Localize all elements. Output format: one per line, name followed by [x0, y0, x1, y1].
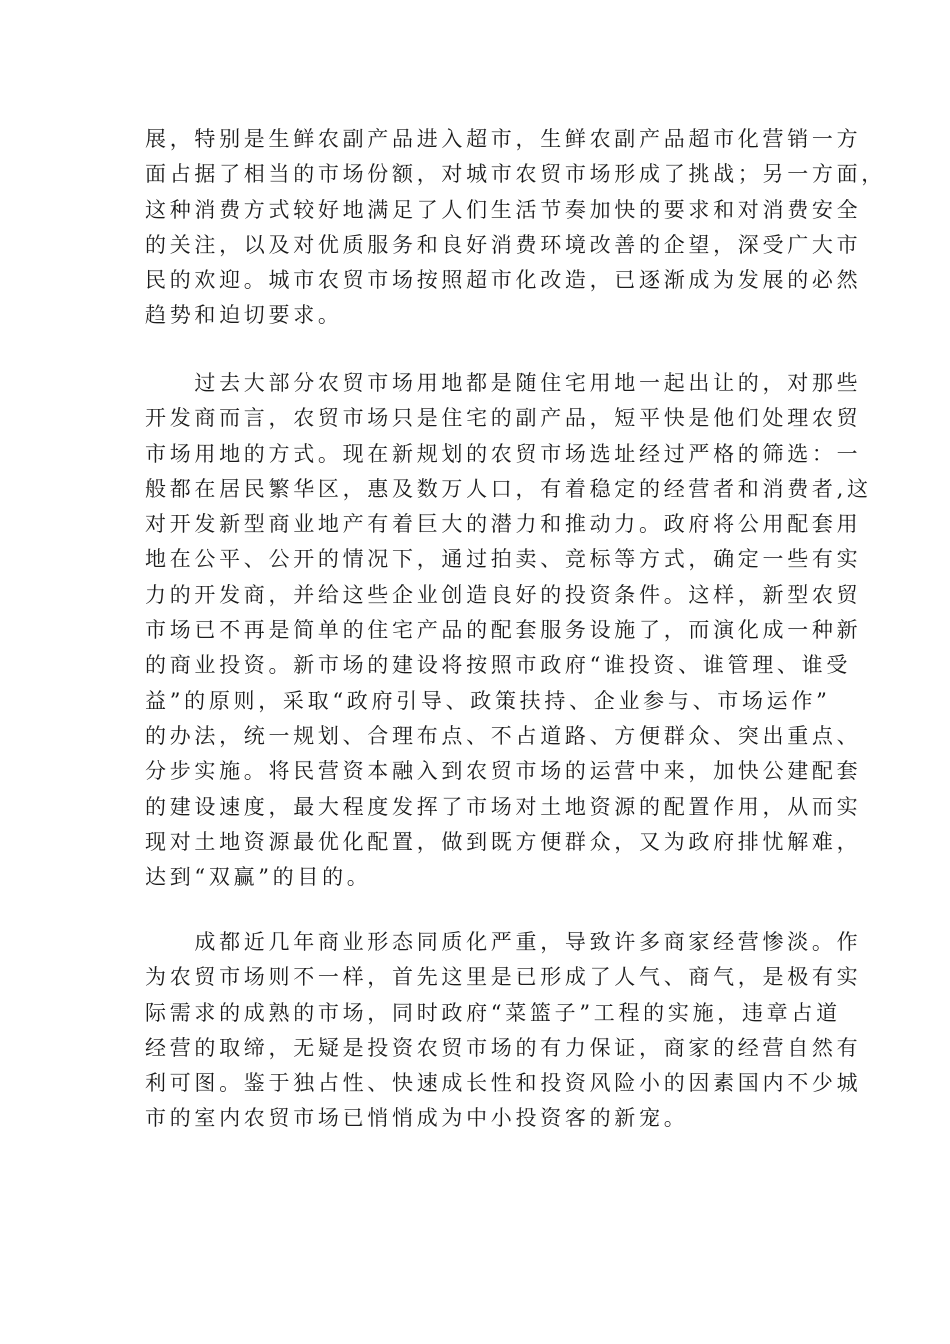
paragraph-2-line-12: 分步实施。将民营资本融入到农贸市场的运营中来，加快公建配套 [145, 759, 862, 784]
paragraph-1-line-6: 趋势和迫切要求。 [145, 303, 343, 328]
paragraph-1-line-2: 面占据了相当的市场份额，对城市农贸市场形成了挑战；另一方面， [145, 162, 886, 187]
paragraph-2-line-15: 达到“双赢”的目的。 [145, 865, 372, 890]
paragraph-2-line-3: 市场用地的方式。现在新规划的农贸市场选址经过严格的筛选：一 [145, 441, 862, 466]
paragraph-2-line-2: 开发商而言，农贸市场只是住宅的副产品，短平快是他们处理农贸 [145, 406, 862, 431]
paragraph-2-line-9: 的商业投资。新市场的建设将按照市政府“谁投资、谁管理、谁受 [145, 653, 852, 678]
paragraph-2-line-6: 地在公平、公开的情况下，通过拍卖、竞标等方式，确定一些有实 [145, 547, 862, 572]
paragraph-3 [145, 925, 862, 1137]
paragraph-2-line-5: 对开发新型商业地产有着巨大的潜力和推动力。政府将公用配套用 [145, 512, 862, 537]
paragraph-2-line-4: 般都在居民繁华区，惠及数万人口，有着稳定的经营者和消费者,这 [145, 476, 872, 501]
paragraph-2-line-7: 力的开发商，并给这些企业创造良好的投资条件。这样，新型农贸 [145, 582, 862, 607]
paragraph-1 [145, 122, 886, 334]
paragraph-1-line-4: 的关注，以及对优质服务和良好消费环境改善的企望，深受广大市 [145, 232, 862, 257]
paragraph-2-line-13: 的建设速度，最大程度发挥了市场对土地资源的配置作用，从而实 [145, 794, 862, 819]
paragraph-2 [145, 366, 872, 895]
paragraph-3-line-6: 市的室内农贸市场已悄悄成为中小投资客的新宠。 [145, 1106, 689, 1131]
paragraph-2-line-1: 过去大部分农贸市场用地都是随住宅用地一起出让的，对那些 [145, 371, 862, 395]
paragraph-1-line-1: 展，特别是生鲜农副产品进入超市，生鲜农副产品超市化营销一方 [145, 127, 862, 151]
paragraph-2-line-14: 现对土地资源最优化配置，做到既方便群众，又为政府排忧解难， [145, 829, 862, 854]
paragraph-3-line-4: 经营的取缔，无疑是投资农贸市场的有力保证，商家的经营自然有 [145, 1035, 862, 1060]
paragraph-1-line-3: 这种消费方式较好地满足了人们生活节奏加快的要求和对消费安全 [145, 197, 862, 222]
paragraph-2-line-8: 市场已不再是简单的住宅产品的配套服务设施了，而演化成一种新 [145, 618, 862, 643]
paragraph-2-line-11: 的办法，统一规划、合理布点、不占道路、方便群众、突出重点、 [145, 723, 862, 748]
paragraph-3-line-5: 利可图。鉴于独占性、快速成长性和投资风险小的因素国内不少城 [145, 1071, 862, 1096]
paragraph-3-line-2: 为农贸市场则不一样，首先这里是已形成了人气、商气，是极有实 [145, 965, 862, 990]
paragraph-2-line-10: 益”的原则，采取“政府引导、政策扶持、企业参与、市场运作” [145, 688, 831, 713]
paragraph-1-line-5: 民的欢迎。城市农贸市场按照超市化改造，已逐渐成为发展的必然 [145, 268, 862, 293]
paragraph-3-line-1: 成都近几年商业形态同质化严重，导致许多商家经营惨淡。作 [145, 930, 862, 954]
paragraph-3-line-3: 际需求的成熟的市场，同时政府“菜篮子”工程的实施，违章占道 [145, 1000, 841, 1025]
